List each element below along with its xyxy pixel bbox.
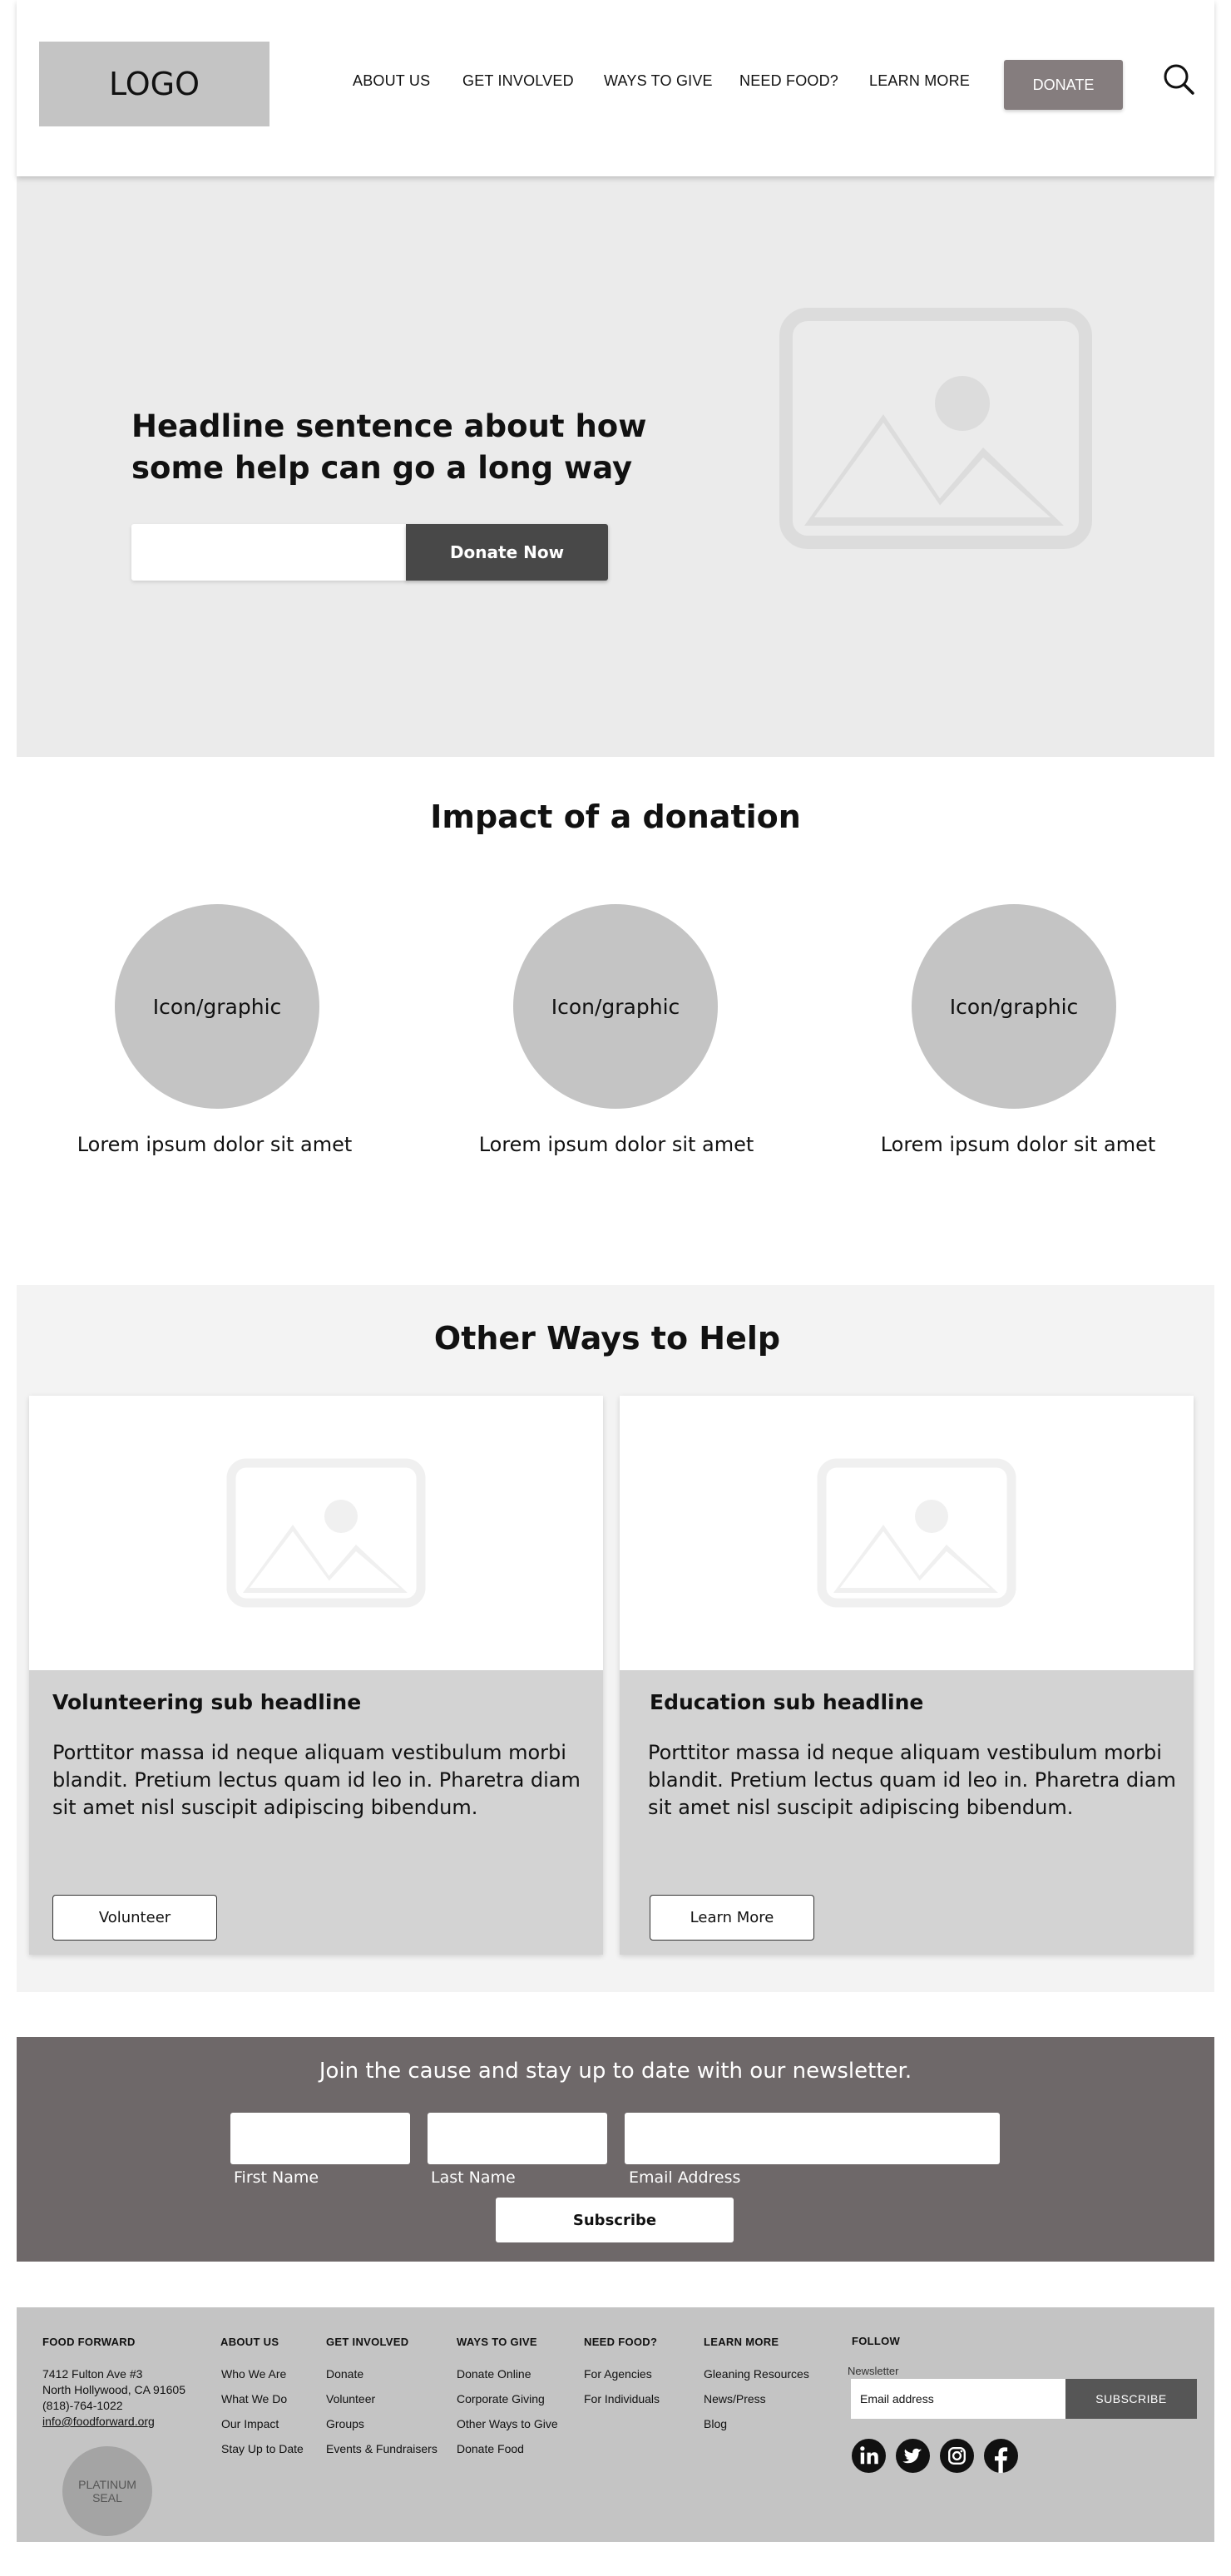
card-body: [29, 1670, 603, 1955]
footer-link[interactable]: What We Do: [221, 2392, 288, 2405]
site-footer: [17, 2307, 1214, 2542]
impact-title: Impact of a donation: [430, 799, 801, 835]
impact-graphic-1: Icon/graphic: [115, 904, 319, 1109]
card-image: [620, 1396, 1194, 1670]
education-text: Porttitor massa id neque aliquam vestibulum morbi blandit. Pretium lectus quam id leo in. Pharetra diam sit amet nisl suscipit adipiscing bibendum.: [648, 1741, 1176, 1819]
footer-heading-need-food: NEED FOOD?: [584, 2336, 658, 2348]
linkedin-icon[interactable]: [852, 2439, 886, 2473]
footer-phone: (818)-764-1022: [42, 2399, 123, 2412]
impact-text-1: Lorem ipsum dolor sit amet: [77, 1133, 353, 1156]
footer-address-line: North Hollywood, CA 91605: [42, 2383, 185, 2396]
nav-learn-more[interactable]: LEARN MORE: [869, 72, 971, 89]
last-name-input[interactable]: [428, 2113, 607, 2164]
footer-email-input[interactable]: Email address: [851, 2379, 1065, 2419]
nav-get-involved[interactable]: GET INVOLVED: [462, 72, 574, 89]
footer-link[interactable]: Blog: [704, 2417, 728, 2430]
impact-graphic-3: Icon/graphic: [912, 904, 1116, 1109]
first-name-input[interactable]: [230, 2113, 410, 2164]
image-placeholder-icon: [817, 1458, 1016, 1608]
footer-address-line: 7412 Fulton Ave #3: [42, 2367, 143, 2381]
footer-org-name: FOOD FORWARD: [42, 2336, 136, 2348]
hero-section: [17, 176, 1214, 757]
email-label: Email Address: [629, 2168, 741, 2187]
footer-link[interactable]: Groups: [326, 2417, 364, 2430]
nav-ways-to-give[interactable]: WAYS TO GIVE: [604, 72, 713, 89]
first-name-label: First Name: [234, 2168, 319, 2187]
spacer: [17, 2542, 1214, 2576]
platinum-seal: [62, 2446, 152, 2536]
spacer: [17, 1992, 1214, 2037]
other-ways-section: [17, 1285, 1214, 1992]
education-headline: Education sub headline: [650, 1690, 924, 1714]
footer-link[interactable]: Donate Online: [457, 2367, 531, 2381]
footer-link[interactable]: Events & Fundraisers: [326, 2442, 438, 2455]
logo[interactable]: LOGO: [39, 42, 269, 126]
footer-heading-follow: FOLLOW: [852, 2335, 901, 2347]
volunteer-button[interactable]: Volunteer: [52, 1895, 217, 1941]
volunteer-card: [29, 1396, 603, 1955]
footer-email-link[interactable]: info@foodforward.org: [42, 2415, 155, 2428]
newsletter-section: [17, 2037, 1214, 2262]
last-name-label: Last Name: [431, 2168, 516, 2187]
footer-link[interactable]: Volunteer: [326, 2392, 376, 2405]
footer-link[interactable]: Donate: [326, 2367, 364, 2381]
newsletter-title: Join the cause and stay up to date with our newsletter.: [319, 2059, 912, 2084]
volunteer-headline: Volunteering sub headline: [52, 1690, 362, 1714]
donate-now-button[interactable]: Donate Now: [406, 524, 608, 581]
facebook-icon[interactable]: [984, 2439, 1018, 2473]
learn-more-button[interactable]: Learn More: [650, 1895, 814, 1941]
donate-button[interactable]: DONATE: [1004, 60, 1123, 110]
impact-graphic-2: Icon/graphic: [513, 904, 718, 1109]
site-header: [17, 0, 1214, 176]
footer-link[interactable]: Gleaning Resources: [704, 2367, 809, 2381]
image-placeholder-icon: [226, 1458, 426, 1608]
footer-link[interactable]: Who We Are: [221, 2367, 287, 2381]
footer-link[interactable]: Stay Up to Date: [221, 2442, 304, 2455]
impact-text-2: Lorem ipsum dolor sit amet: [478, 1133, 754, 1156]
seal-text: PLATINUM: [78, 2478, 136, 2491]
footer-heading-learn-more: LEARN MORE: [704, 2336, 779, 2348]
seal-text: SEAL: [92, 2491, 122, 2504]
education-card: [620, 1396, 1194, 1955]
impact-section: [17, 757, 1214, 1285]
footer-link[interactable]: Donate Food: [457, 2442, 524, 2455]
card-image: [29, 1396, 603, 1670]
nav-need-food[interactable]: NEED FOOD?: [739, 72, 839, 89]
other-ways-title: Other Ways to Help: [433, 1320, 781, 1357]
email-input[interactable]: [625, 2113, 1000, 2164]
image-placeholder-icon: [779, 308, 1092, 549]
footer-link[interactable]: Corporate Giving: [457, 2392, 545, 2405]
footer-newsletter-label: Newsletter: [848, 2365, 899, 2377]
instagram-icon[interactable]: [940, 2439, 974, 2473]
footer-link[interactable]: Other Ways to Give: [457, 2417, 558, 2430]
spacer: [17, 2262, 1214, 2307]
footer-link[interactable]: For Agencies: [584, 2367, 652, 2381]
nav-about-us[interactable]: ABOUT US: [353, 72, 431, 89]
donation-amount-input[interactable]: [131, 524, 408, 581]
footer-link[interactable]: For Individuals: [584, 2392, 660, 2405]
card-body: [620, 1670, 1194, 1955]
hero-headline: Headline sentence about how some help can go a long way: [131, 408, 647, 486]
subscribe-button[interactable]: Subscribe: [496, 2198, 734, 2242]
footer-link[interactable]: Our Impact: [221, 2417, 279, 2430]
search-icon[interactable]: [1162, 63, 1195, 96]
footer-heading-ways-to-give: WAYS TO GIVE: [457, 2336, 537, 2348]
twitter-icon[interactable]: [896, 2439, 930, 2473]
volunteer-text: Porttitor massa id neque aliquam vestibulum morbi blandit. Pretium lectus quam id leo in. Pharetra diam sit amet nisl suscipit adipiscing bibendum.: [52, 1741, 581, 1819]
footer-link[interactable]: News/Press: [704, 2392, 766, 2405]
footer-heading-about-us: ABOUT US: [220, 2336, 279, 2348]
impact-text-3: Lorem ipsum dolor sit amet: [880, 1133, 1156, 1156]
footer-subscribe-button[interactable]: SUBSCRIBE: [1065, 2379, 1197, 2419]
footer-heading-get-involved: GET INVOLVED: [326, 2336, 409, 2348]
